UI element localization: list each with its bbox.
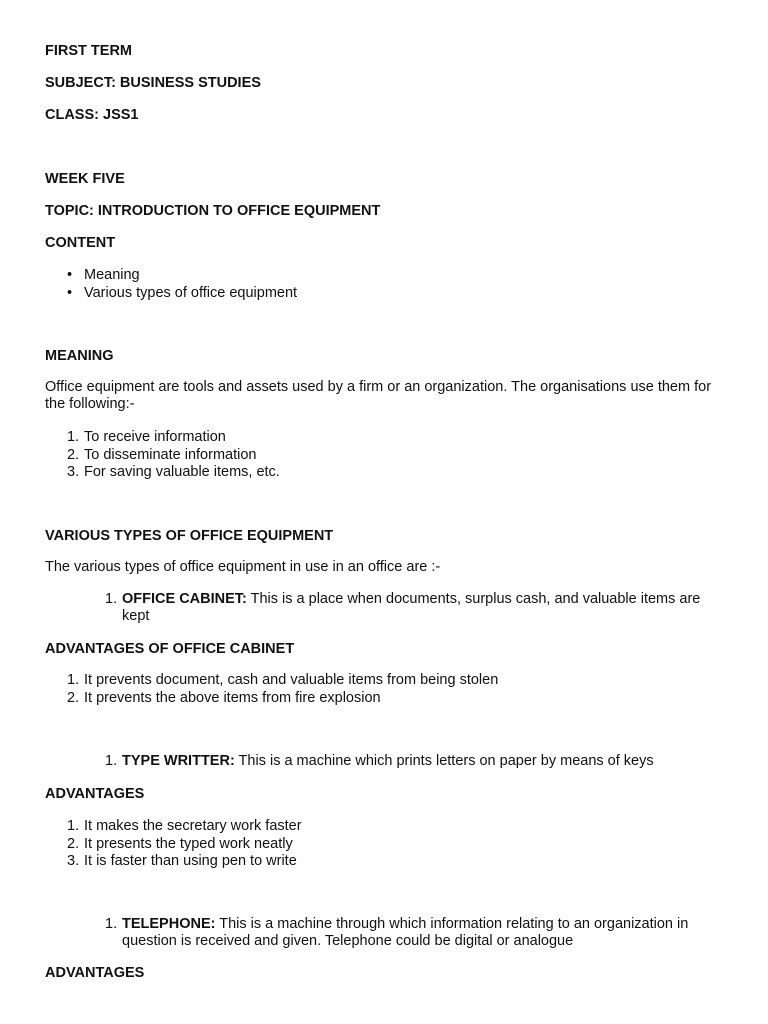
- types-intro: The various types of office equipment in use in an office are :-: [45, 559, 441, 575]
- number-marker: 1.: [67, 818, 80, 834]
- list-item-text: It presents the typed work neatly: [84, 835, 293, 852]
- content-list: [45, 267, 297, 302]
- cabinet-advantages-heading: ADVANTAGES OF OFFICE CABINET: [45, 641, 295, 657]
- meaning-paragraph: Office equipment are tools and assets used by a firm or an organization. The organisations use them for the following:-: [45, 379, 712, 412]
- cabinet-item: [105, 591, 730, 625]
- class-heading: CLASS: JSS1: [45, 107, 139, 123]
- meaning-list: [45, 429, 280, 482]
- list-item: [45, 429, 280, 447]
- list-item: [45, 818, 302, 836]
- number-marker: 3.: [67, 464, 80, 480]
- cabinet-advantages-list: [45, 672, 498, 707]
- list-item: [45, 267, 297, 285]
- list-item: [45, 836, 302, 854]
- list-item-text: It prevents document, cash and valuable items from being stolen: [84, 672, 499, 688]
- typewriter-title: TYPE WRITTER:: [122, 753, 235, 769]
- telephone-item: [105, 916, 730, 950]
- bullet-marker: •: [67, 267, 73, 283]
- list-item-text: Meaning: [84, 267, 140, 283]
- list-item: [45, 672, 498, 690]
- list-item: [45, 464, 280, 482]
- list-item-text: To receive information: [84, 429, 226, 445]
- list-item: [45, 447, 280, 465]
- telephone-advantages-heading: ADVANTAGES: [45, 965, 145, 981]
- typewriter-advantages-list: [45, 818, 302, 871]
- list-item-text: Various types of office equipment: [84, 284, 298, 301]
- typewriter-item: [105, 753, 730, 770]
- bullet-marker: •: [67, 284, 73, 301]
- number-marker: 3.: [67, 853, 80, 869]
- telephone-text: This is a machine through which information relating to an organization in question is received and given. Telephone could be digital or analogue: [122, 916, 689, 949]
- typewriter-text: This is a machine which prints letters on paper by means of keys: [234, 753, 654, 769]
- list-item: [45, 285, 297, 303]
- list-item-text: For saving valuable items, etc.: [84, 464, 280, 480]
- number-marker: 1.: [67, 672, 80, 688]
- list-item-text: To disseminate information: [84, 446, 257, 463]
- cabinet-title: OFFICE CABINET:: [122, 591, 247, 607]
- number-marker: 2.: [67, 689, 80, 706]
- number-marker: 2.: [67, 446, 80, 463]
- types-heading: VARIOUS TYPES OF OFFICE EQUIPMENT: [45, 528, 334, 544]
- number-marker: 2.: [67, 835, 80, 852]
- number-marker: 1.: [105, 591, 118, 607]
- number-marker: 1.: [105, 916, 118, 932]
- telephone-title: TELEPHONE:: [122, 916, 216, 932]
- number-marker: 1.: [105, 753, 118, 769]
- list-item-text: It makes the secretary work faster: [84, 818, 302, 834]
- list-item-text: It prevents the above items from fire explosion: [84, 689, 381, 706]
- topic-heading: TOPIC: INTRODUCTION TO OFFICE EQUIPMENT: [45, 203, 381, 219]
- telephone-description: [105, 916, 730, 950]
- typewriter-description: [105, 753, 730, 770]
- content-heading: CONTENT: [45, 235, 116, 251]
- list-item: [45, 853, 302, 871]
- list-item: [45, 690, 498, 708]
- list-item-text: It is faster than using pen to write: [84, 853, 297, 869]
- cabinet-description: [105, 591, 730, 625]
- meaning-heading: MEANING: [45, 348, 114, 364]
- term-heading: FIRST TERM: [45, 43, 132, 59]
- cabinet-text: This is a place when documents, surplus cash, and valuable items are kept: [122, 591, 701, 624]
- number-marker: 1.: [67, 429, 80, 445]
- typewriter-advantages-heading: ADVANTAGES: [45, 786, 145, 802]
- week-heading: WEEK FIVE: [45, 171, 125, 187]
- subject-heading: SUBJECT: BUSINESS STUDIES: [45, 75, 261, 91]
